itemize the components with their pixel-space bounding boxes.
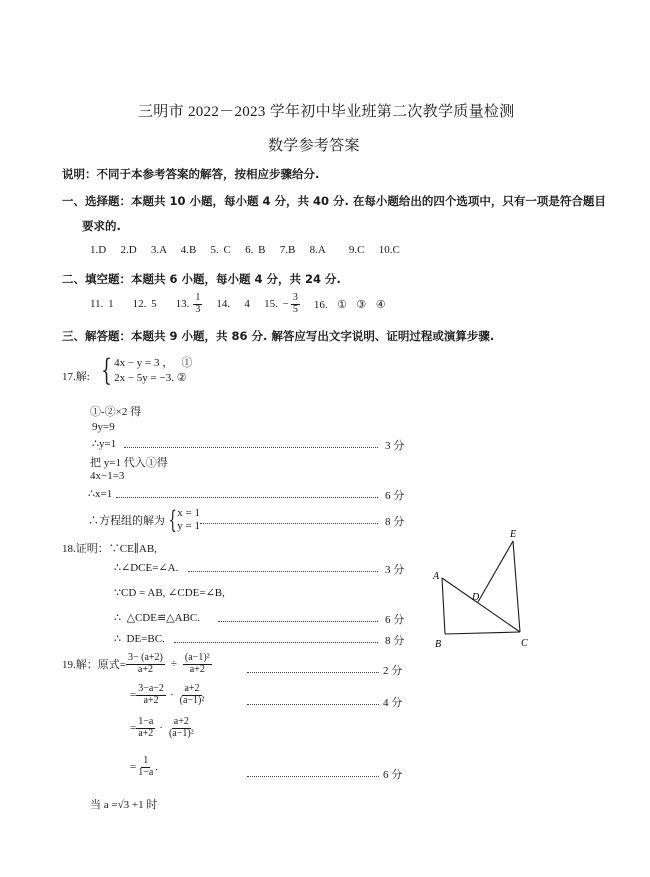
q19-score6: 6 分 [383, 769, 403, 781]
q17-step2: 9y=9 [92, 421, 115, 433]
dotted-leader [174, 642, 378, 643]
q19-line1 [62, 653, 212, 675]
fraction-numerator: 1−a [138, 716, 154, 727]
q17-eq2: 2x − 5y = −3. ② [114, 372, 187, 384]
q18-score8: 8 分 [385, 635, 405, 647]
fraction-numerator: 3− (a+2) [127, 652, 163, 663]
segment-ab [442, 578, 445, 634]
q18-line3: ∴ △CDE≌△ABC. [114, 612, 201, 624]
divide-sign: ÷ [170, 658, 177, 670]
vertex-label-e: E [510, 529, 517, 540]
q19-fraction-4 [178, 684, 207, 706]
section1-answers: 1.D 2.D 3.A 4.B 5. C 6. B 7.B 8.A 9.C 10.C [90, 244, 400, 256]
q19-fraction-3 [136, 684, 166, 706]
q19-fraction-6 [167, 717, 196, 739]
multiply-dot: · [169, 689, 174, 701]
fraction-denominator: a+2 [137, 663, 153, 675]
page-title: 三明市 2022－2023 学年初中毕业班第二次教学质量检测 [138, 104, 515, 120]
vertex-label-c: C [521, 638, 528, 649]
q19-label: 19.解：原式= [62, 659, 126, 671]
dotted-leader [200, 523, 378, 524]
answer-15-fraction [291, 293, 300, 315]
dotted-leader [247, 672, 379, 673]
equals-sign: = [130, 689, 137, 701]
section1-heading-cont: 要求的. [82, 219, 121, 233]
answer-13-fraction [193, 293, 202, 315]
fraction-numerator: 3−a−2 [138, 683, 164, 694]
vertex-label-b: B [435, 639, 442, 650]
brace-icon: { [168, 505, 177, 534]
multiply-dot: · [159, 722, 163, 734]
q17-step4: 把 y=1 代入①得 [90, 457, 168, 469]
q17-label: 17.解: [62, 371, 90, 383]
fraction-numerator: 1 [143, 755, 149, 766]
segment-bc [445, 632, 520, 634]
section2-heading: 二、填空题：本题共 6 小题，每小题 4 分，共 24 分. [62, 272, 341, 286]
q17-step6: ∴x=1 [88, 488, 113, 500]
q19-fraction-7 [136, 756, 155, 778]
q18-line1: ∴∠DCE=∠A. [114, 562, 179, 574]
q17-equations [114, 357, 192, 384]
q17-step7: ∴方程组的解为 [88, 514, 165, 527]
q19-fraction-5 [136, 717, 155, 739]
brace-icon: { [101, 353, 112, 388]
fraction-numerator: a+2 [173, 716, 189, 727]
fraction-denominator: 5 [292, 303, 298, 315]
q19-last-line: 当 a =√3 +1 时 [90, 799, 158, 811]
vertex-label-a: A [433, 571, 440, 582]
fraction-denominator: (a−1)² [179, 694, 205, 706]
fraction-denominator: 1−a [138, 766, 154, 778]
equals-sign: = [130, 761, 137, 773]
q17-solution-values [177, 507, 200, 532]
equals-sign: = [130, 722, 137, 734]
q18-label: 18.证明：∵CE∥AB, [62, 543, 157, 555]
dotted-leader [247, 776, 379, 777]
q17-system [97, 353, 193, 388]
dotted-leader [218, 621, 378, 622]
fraction-numerator: 1 [195, 292, 201, 303]
answer-16: 16. ① ③ ④ [313, 298, 386, 311]
period: . [155, 761, 159, 773]
note-text: 说明：不同于本参考答案的解答，按相应步骤给分. [62, 167, 320, 181]
q17-score3: 3 分 [385, 440, 405, 452]
q19-line2 [130, 684, 206, 706]
q18-score3: 3 分 [385, 564, 405, 576]
q18-line4: ∴ DE=BC. [114, 633, 165, 645]
q17-eq1: 4x − y = 3 ， ① [114, 357, 193, 370]
fraction-denominator: 3 [195, 303, 201, 315]
fraction-denominator: a+2 [189, 663, 205, 675]
dotted-leader [124, 447, 378, 448]
segment-ed [478, 541, 513, 602]
q19-fraction-1 [126, 653, 165, 675]
q17-step3: ∴y=1 [92, 438, 117, 450]
triangle-figure [425, 525, 535, 650]
section1-heading: 一、选择题：本题共 10 小题，每小题 4 分，共 40 分. 在每小题给出的四个选项中，只有一项是符合题目 [62, 194, 606, 208]
dotted-leader [247, 704, 379, 705]
q17-sol-x: x = 1 [177, 507, 200, 519]
q17-sol-y: y = 1 [177, 519, 200, 532]
segment-ac [442, 578, 520, 632]
answers-11-13: 11. 1 12. 5 13. [90, 298, 190, 310]
q19-score2: 2 分 [383, 665, 403, 677]
q17-score6: 6 分 [385, 490, 405, 502]
page-subtitle: 数学参考答案 [268, 138, 360, 154]
dotted-leader [116, 497, 378, 498]
fraction-numerator: (a−1)² [184, 652, 210, 663]
q19-fraction-2 [183, 653, 212, 675]
segment-ce [513, 541, 520, 632]
q17-score8: 8 分 [385, 516, 405, 528]
fraction-numerator: a+2 [184, 683, 200, 694]
q18-score6: 6 分 [385, 614, 405, 626]
vertex-label-d: D [472, 592, 480, 603]
q18-line2: ∵CD = AB, ∠CDE=∠B, [114, 587, 225, 599]
section3-heading: 三、解答题：本题共 9 小题，共 86 分. 解答应写出文字说明、证明过程或演算步骤. [62, 329, 495, 343]
q19-line4 [130, 756, 158, 778]
fraction-denominator: a+2 [138, 727, 154, 739]
fraction-denominator: (a−1)² [168, 727, 194, 739]
dotted-leader [188, 571, 378, 572]
q17-step5: 4x−1=3 [90, 470, 125, 482]
q19-score4: 4 分 [383, 697, 403, 709]
q17-solution [88, 507, 200, 532]
fraction-denominator: a+2 [143, 694, 159, 706]
q19-line3 [130, 717, 196, 739]
q17-step1: ①-②×2 得 [90, 406, 142, 418]
section2-answers [90, 293, 386, 315]
fraction-numerator: 3 [292, 292, 298, 303]
answers-14-15: 14. 4 15. − [216, 298, 289, 310]
